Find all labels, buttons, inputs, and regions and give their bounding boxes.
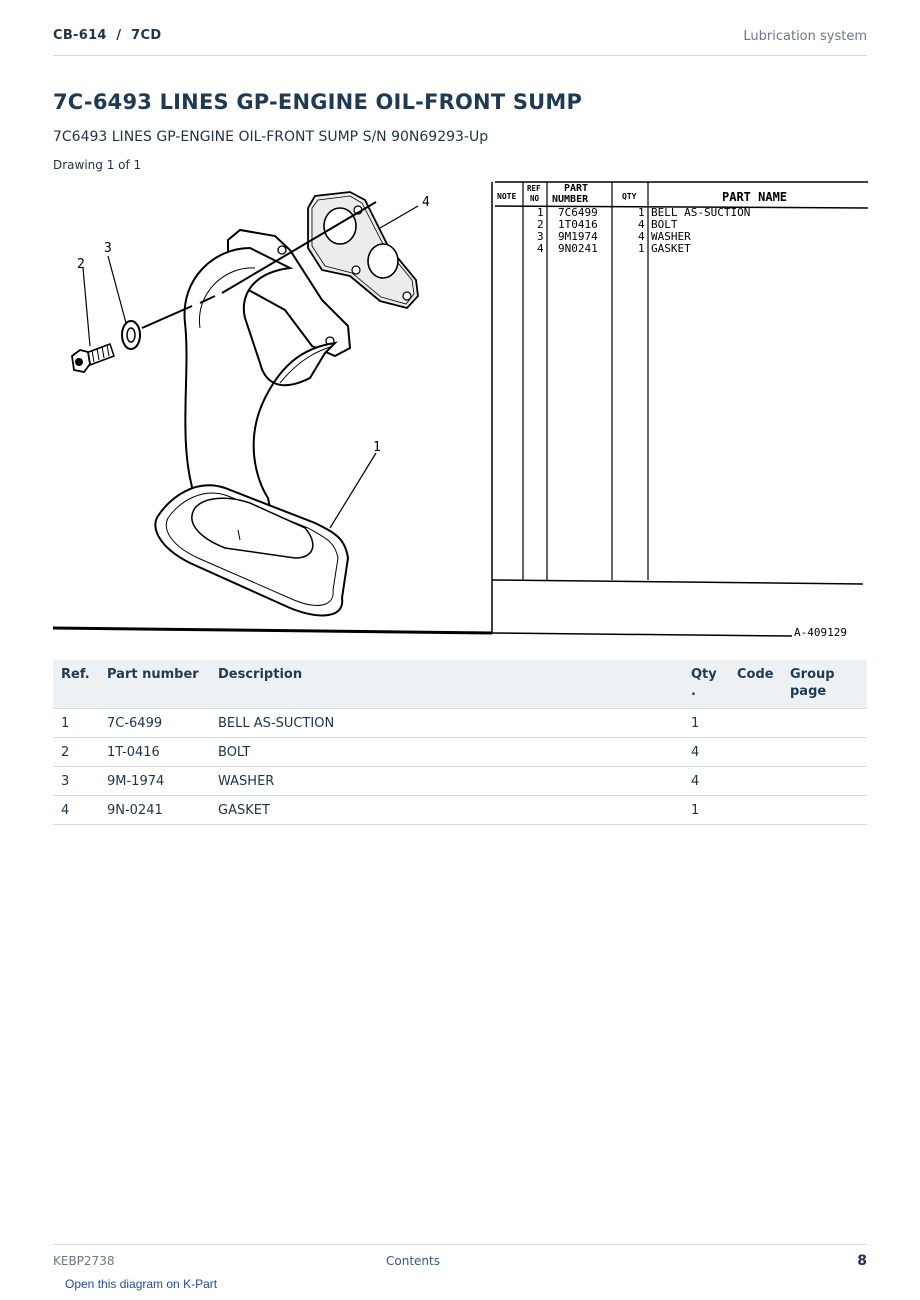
cell-group-page <box>782 796 867 825</box>
cell-description: BOLT <box>210 738 683 767</box>
page-footer <box>53 1244 867 1274</box>
header-qty: Qty . <box>683 660 729 709</box>
cell-code <box>729 796 782 825</box>
cell-qty: 4 <box>683 767 729 796</box>
cell-ref: 2 <box>53 738 99 767</box>
document-id: KEBP2738 <box>53 1254 115 1268</box>
table-row <box>53 738 867 767</box>
svg-text:4: 4 <box>638 218 645 231</box>
washer-shape <box>122 321 140 349</box>
cell-part-number: 9M-1974 <box>99 767 210 796</box>
svg-text:4: 4 <box>638 230 645 243</box>
cell-code <box>729 767 782 796</box>
svg-text:3: 3 <box>537 230 544 243</box>
section-label: Lubrication system <box>743 29 867 44</box>
bell-suction-shape <box>155 230 350 615</box>
svg-text:WASHER: WASHER <box>651 230 691 243</box>
table-row <box>53 796 867 825</box>
callout-2: 2 <box>77 257 85 272</box>
parts-table <box>53 660 867 825</box>
cell-qty: 4 <box>683 738 729 767</box>
svg-text:2: 2 <box>537 218 544 231</box>
cell-qty: 1 <box>683 709 729 738</box>
page-title: 7C-6493 LINES GP-ENGINE OIL-FRONT SUMP <box>53 90 583 114</box>
svg-text:9M1974: 9M1974 <box>558 230 598 243</box>
legend-header-part-number-bottom: NUMBER <box>552 194 589 205</box>
header-code: Code <box>729 660 782 709</box>
svg-text:GASKET: GASKET <box>651 242 691 255</box>
cell-part-number: 1T-0416 <box>99 738 210 767</box>
cell-description: WASHER <box>210 767 683 796</box>
legend-header-part-name: PART NAME <box>722 190 788 204</box>
legend-header-note: NOTE <box>497 192 517 201</box>
table-header-row <box>53 660 867 709</box>
legend-header-part-number-top: PART <box>564 183 589 194</box>
table-row <box>53 709 867 738</box>
cell-group-page <box>782 709 867 738</box>
callout-4: 4 <box>422 195 430 210</box>
cell-description: BELL AS-SUCTION <box>210 709 683 738</box>
page-header <box>53 28 867 56</box>
open-in-kpart-link[interactable]: Open this diagram on K-Part <box>65 1277 218 1291</box>
cell-ref: 4 <box>53 796 99 825</box>
cell-description: GASKET <box>210 796 683 825</box>
header-description: Description <box>210 660 683 709</box>
cell-part-number: 7C-6499 <box>99 709 210 738</box>
drawing-id: A-409129 <box>794 626 847 639</box>
svg-text:1: 1 <box>638 206 645 219</box>
cell-code <box>729 709 782 738</box>
svg-text:7C6499: 7C6499 <box>558 206 598 219</box>
svg-text:1: 1 <box>638 242 645 255</box>
drawing-count: Drawing 1 of 1 <box>53 158 142 172</box>
svg-text:BOLT: BOLT <box>651 218 678 231</box>
svg-text:1: 1 <box>537 206 544 219</box>
cell-ref: 3 <box>53 767 99 796</box>
svg-text:BELL AS-SUCTION: BELL AS-SUCTION <box>651 206 751 219</box>
cell-ref: 1 <box>53 709 99 738</box>
drawing-border-bottom <box>53 628 492 633</box>
svg-text:1T0416: 1T0416 <box>558 218 598 231</box>
legend-header-ref-bottom: NO <box>530 194 540 203</box>
legend-header-ref-top: REF <box>527 184 541 193</box>
svg-text:4: 4 <box>537 242 544 255</box>
cell-group-page <box>782 767 867 796</box>
callout-1: 1 <box>373 440 381 455</box>
page-subtitle: 7C6493 LINES GP-ENGINE OIL-FRONT SUMP S/N 90N69293-Up <box>53 129 489 145</box>
cell-code <box>729 738 782 767</box>
parts-diagram-svg <box>50 178 870 643</box>
legend-header-qty: QTY <box>622 192 637 201</box>
header-ref: Ref. <box>53 660 99 709</box>
header-group-page: Group page <box>782 660 867 709</box>
parts-diagram[interactable] <box>50 178 870 643</box>
cell-group-page <box>782 738 867 767</box>
cell-part-number: 9N-0241 <box>99 796 210 825</box>
bolt-shape <box>72 344 114 372</box>
model-label: CB-614 / 7CD <box>53 28 162 43</box>
svg-text:9N0241: 9N0241 <box>558 242 598 255</box>
table-row <box>53 767 867 796</box>
drawing-border-bottom-right <box>492 633 792 636</box>
page-number: 8 <box>857 1253 867 1269</box>
cell-qty: 1 <box>683 796 729 825</box>
header-part-number: Part number <box>99 660 210 709</box>
legend-row <box>537 242 691 255</box>
contents-link[interactable]: Contents <box>386 1254 440 1268</box>
callout-3: 3 <box>104 241 112 256</box>
